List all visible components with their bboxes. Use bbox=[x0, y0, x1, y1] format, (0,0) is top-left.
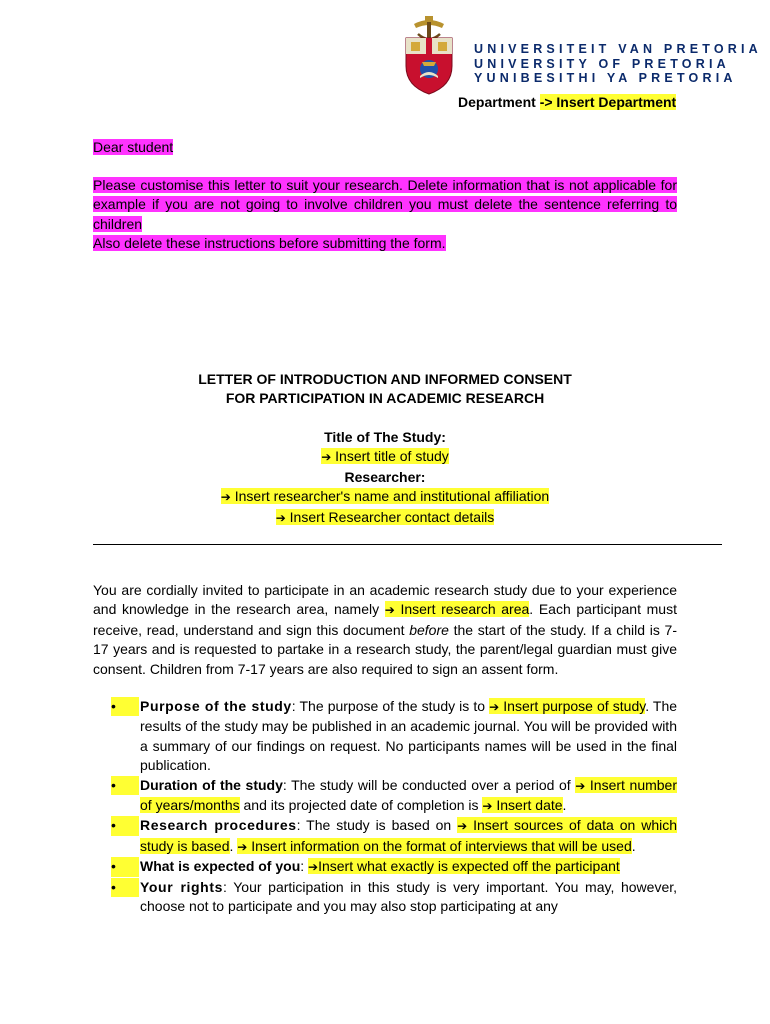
procedures-text-3: . bbox=[631, 837, 636, 854]
intro-paragraph bbox=[93, 581, 677, 679]
study-title-line bbox=[93, 447, 677, 467]
arrow-right-icon: ➔ bbox=[308, 860, 319, 875]
intro-text-3: the start of the study. If a child is 7-17 years and is requested to partake in a research study, the parent/legal guardian must give consent. Children from 7-17 years are also required to sign an assent form. bbox=[93, 621, 677, 677]
researcher-name-line bbox=[93, 487, 677, 507]
university-name-english: UNIVERSITY OF PRETORIA bbox=[474, 56, 730, 71]
horizontal-divider bbox=[93, 544, 722, 545]
rights-label: Your rights bbox=[140, 878, 223, 895]
university-crest-icon bbox=[396, 14, 462, 98]
expected-text-1: : bbox=[300, 858, 309, 875]
instruction-text-1: Please customise this letter to suit your research. Delete information that is not applicable for example if you are not going to involve children you must delete the sentence referring to children bbox=[93, 177, 677, 232]
letter-title bbox=[93, 370, 677, 409]
researcher-contact-line bbox=[93, 508, 677, 528]
arrow-right-icon: ➔ bbox=[275, 510, 286, 525]
study-title-placeholder: Insert title of study bbox=[335, 448, 449, 465]
duration-text-3: . bbox=[562, 797, 567, 814]
researcher-contact-placeholder: Insert Researcher contact details bbox=[289, 508, 495, 525]
list-item-procedures bbox=[93, 816, 677, 857]
bullet-icon: • bbox=[111, 857, 139, 876]
greeting-text: Dear student bbox=[93, 139, 174, 155]
research-area-placeholder: Insert research area bbox=[400, 601, 530, 618]
list-item-rights bbox=[93, 878, 677, 917]
intro-emphasis: before bbox=[409, 621, 449, 638]
intro-text-2: . Each participant must receive, read, understand and sign this document bbox=[93, 601, 677, 638]
university-name-afrikaans: UNIVERSITEIT VAN PRETORIA bbox=[474, 42, 762, 56]
completion-date-placeholder: Insert date bbox=[496, 797, 563, 814]
duration-label: Duration of the study bbox=[140, 776, 283, 793]
purpose-label: Purpose of the study bbox=[140, 698, 292, 714]
duration-placeholder: Insert number of years/months bbox=[140, 776, 677, 814]
bullet-icon: • bbox=[111, 878, 139, 897]
instruction-text-2: Also delete these instructions before submitting the form. bbox=[93, 235, 446, 252]
letter-title-line-1: LETTER OF INTRODUCTION AND INFORMED CONSENT bbox=[198, 371, 572, 387]
bullet-icon: • bbox=[111, 776, 139, 795]
arrow-right-icon: ➔ bbox=[384, 603, 395, 618]
intro-text-1: You are cordially invited to participate in an academic research study due to your experience and knowledge in the research area, namely bbox=[93, 582, 677, 618]
procedures-text-2: . bbox=[229, 837, 238, 854]
researcher-name-placeholder: Insert researcher's name and institutional affiliation bbox=[234, 488, 550, 505]
expected-label: What is expected of you bbox=[140, 858, 301, 875]
researcher-label: Researcher: bbox=[344, 468, 426, 485]
arrow-right-icon: ➔ bbox=[237, 839, 248, 854]
expected-placeholder: Insert what exactly is expected off the participant bbox=[318, 858, 620, 875]
arrow-right-icon: ➔ bbox=[220, 490, 231, 505]
instructions-block bbox=[93, 176, 677, 254]
study-title-label: Title of The Study: bbox=[324, 429, 446, 445]
letter-title-line-2: FOR PARTICIPATION IN ACADEMIC RESEARCH bbox=[225, 390, 545, 407]
bullet-icon: • bbox=[111, 697, 139, 716]
purpose-text-1: : The purpose of the study is to bbox=[291, 698, 490, 714]
list-item-purpose bbox=[93, 697, 677, 776]
duration-text-1: : The study will be conducted over a period of bbox=[282, 776, 576, 793]
university-names bbox=[474, 42, 762, 86]
study-details bbox=[93, 428, 677, 528]
list-item-duration bbox=[93, 776, 677, 817]
procedures-text-1: : The study is based on bbox=[296, 817, 458, 834]
greeting bbox=[93, 138, 677, 157]
arrow-right-icon: ➔ bbox=[575, 778, 586, 793]
purpose-text-2: . The results of the study may be published in an academic journal. You will be provided with a summary of our findings on request. No participants names will be used in the final publication. bbox=[140, 698, 678, 774]
list-item-expected bbox=[93, 857, 677, 877]
arrow-right-icon: ➔ bbox=[489, 700, 500, 714]
arrow-right-icon: ➔ bbox=[482, 799, 493, 814]
purpose-placeholder: Insert purpose of study bbox=[503, 698, 646, 714]
arrow-right-icon: ➔ bbox=[457, 819, 468, 834]
rights-text-1: : Your participation in this study is very important. You may, however, choose not to participate and you may also stop participating at any bbox=[140, 878, 678, 915]
study-info-list bbox=[93, 697, 677, 916]
arrow-right-icon: ➔ bbox=[321, 450, 332, 465]
data-sources-placeholder: Insert sources of data on which study is based bbox=[140, 817, 678, 854]
interview-format-placeholder: Insert information on the format of interviews that will be used bbox=[251, 837, 632, 854]
university-name-sepedi: YUNIBESITHI YA PRETORIA bbox=[474, 71, 737, 85]
department-placeholder: -> Insert Department bbox=[539, 94, 677, 110]
procedures-label: Research procedures bbox=[140, 817, 297, 834]
department-label: Department bbox=[458, 94, 536, 110]
bullet-icon: • bbox=[111, 816, 139, 835]
duration-text-2: and its projected date of completion is bbox=[239, 797, 483, 814]
department-line bbox=[458, 94, 676, 110]
